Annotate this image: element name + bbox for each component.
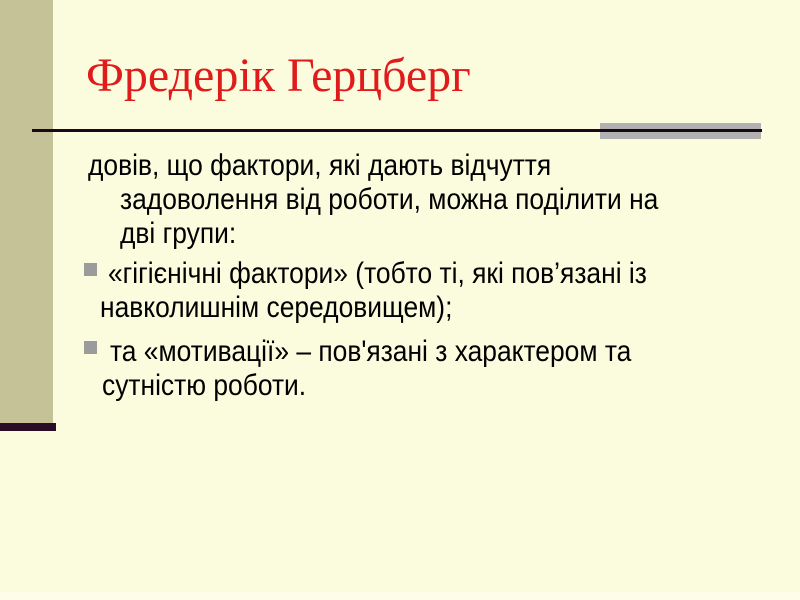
bullet-item-line: навколишнім середовищем); xyxy=(100,291,453,324)
slide-title: Фредерік Герцберг xyxy=(86,49,471,102)
bullet-square-icon xyxy=(84,263,97,276)
slide-bottom-edge xyxy=(0,592,800,600)
paragraph-line: довів, що фактори, які дають відчуття xyxy=(88,149,552,182)
bullet-square-icon xyxy=(84,341,97,354)
bullet-item-line: та «мотивації» – пов'язані з характером та xyxy=(110,335,632,368)
bullet-item-line: «гігієнічні фактори» (тобто ті, які пов’язані із xyxy=(108,257,647,290)
title-rule xyxy=(32,129,762,132)
paragraph-line: задоволення від роботи, можна поділити на xyxy=(120,183,659,216)
sidebar-footer-bar xyxy=(0,423,56,431)
paragraph-line: дві групи: xyxy=(120,217,237,250)
bullet-item-line: сутністю роботи. xyxy=(102,369,307,402)
sidebar-stripe xyxy=(0,0,53,423)
